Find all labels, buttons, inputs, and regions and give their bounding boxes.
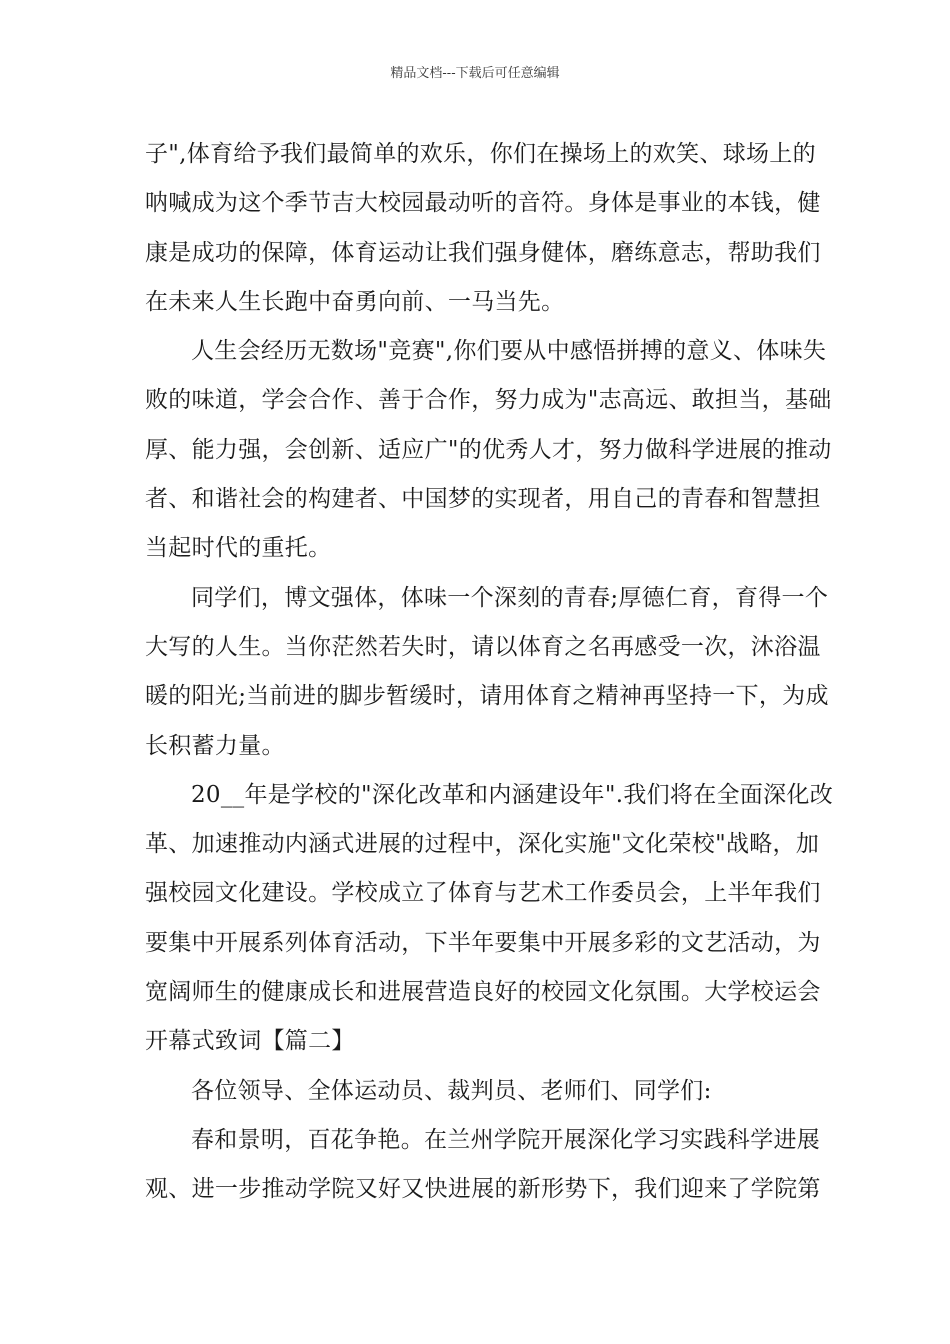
body-line: 康是成功的保障，体育运动让我们强身健体，磨练意志，帮助我们 xyxy=(145,239,821,266)
body-line: 在未来人生长跑中奋勇向前、一马当先。 xyxy=(145,288,565,315)
body-line: 败的味道，学会合作、善于合作，努力成为"志高远、敢担当，基础 xyxy=(145,387,832,414)
body-line: 春和景明，百花争艳。在兰州学院开展深化学习实践科学进展 xyxy=(191,1126,821,1153)
body-line: 各位领导、全体运动员、裁判员、老师们、同学们: xyxy=(191,1077,712,1104)
body-line: 长积蓄力量。 xyxy=(145,732,285,759)
body-line: 强校园文化建设。学校成立了体育与艺术工作委员会，上半年我们 xyxy=(145,880,821,907)
body-line: 子",体育给予我们最简单的欢乐，你们在操场上的欢笑、球场上的 xyxy=(145,141,816,167)
body-line: 革、加速推动内涵式进展的过程中，深化实施"文化荣校"战略，加 xyxy=(145,831,820,858)
body-line: 厚、能力强，会创新、适应广"的优秀人才，努力做科学进展的推动 xyxy=(145,436,832,463)
body-line: 者、和谐社会的构建者、中国梦的实现者，用自己的青春和智慧担 xyxy=(145,486,821,513)
page-header: 精品文档---下载后可任意编辑 xyxy=(390,66,560,81)
document-body xyxy=(145,130,834,1215)
body-line: 宽阔师生的健康成长和进展营造良好的校园文化氛围。大学校运会 xyxy=(145,979,821,1006)
body-line: 人生会经历无数场"竞赛",你们要从中感悟拼搏的意义、体味失 xyxy=(191,338,827,365)
body-line: 暖的阳光;当前进的脚步暂缓时，请用体育之精神再坚持一下，为成 xyxy=(145,683,829,710)
body-line: 呐喊成为这个季节吉大校园最动听的音符。身体是事业的本钱，健 xyxy=(145,190,821,217)
body-line: 20__年是学校的"深化改革和内涵建设年".我们将在全面深化改 xyxy=(191,781,834,808)
body-line: 开幕式致词【篇二】 xyxy=(145,1028,355,1055)
body-line: 大写的人生。当你茫然若失时，请以体育之名再感受一次，沐浴温 xyxy=(145,633,821,660)
body-line: 观、进一步推动学院又好又快进展的新形势下，我们迎来了学院第 xyxy=(145,1176,821,1203)
body-line: 同学们，博文强体，体味一个深刻的青春;厚德仁育，育得一个 xyxy=(191,584,829,611)
body-line: 要集中开展系列体育活动，下半年要集中开展多彩的文艺活动，为 xyxy=(145,929,821,956)
body-line: 当起时代的重托。 xyxy=(145,535,332,562)
